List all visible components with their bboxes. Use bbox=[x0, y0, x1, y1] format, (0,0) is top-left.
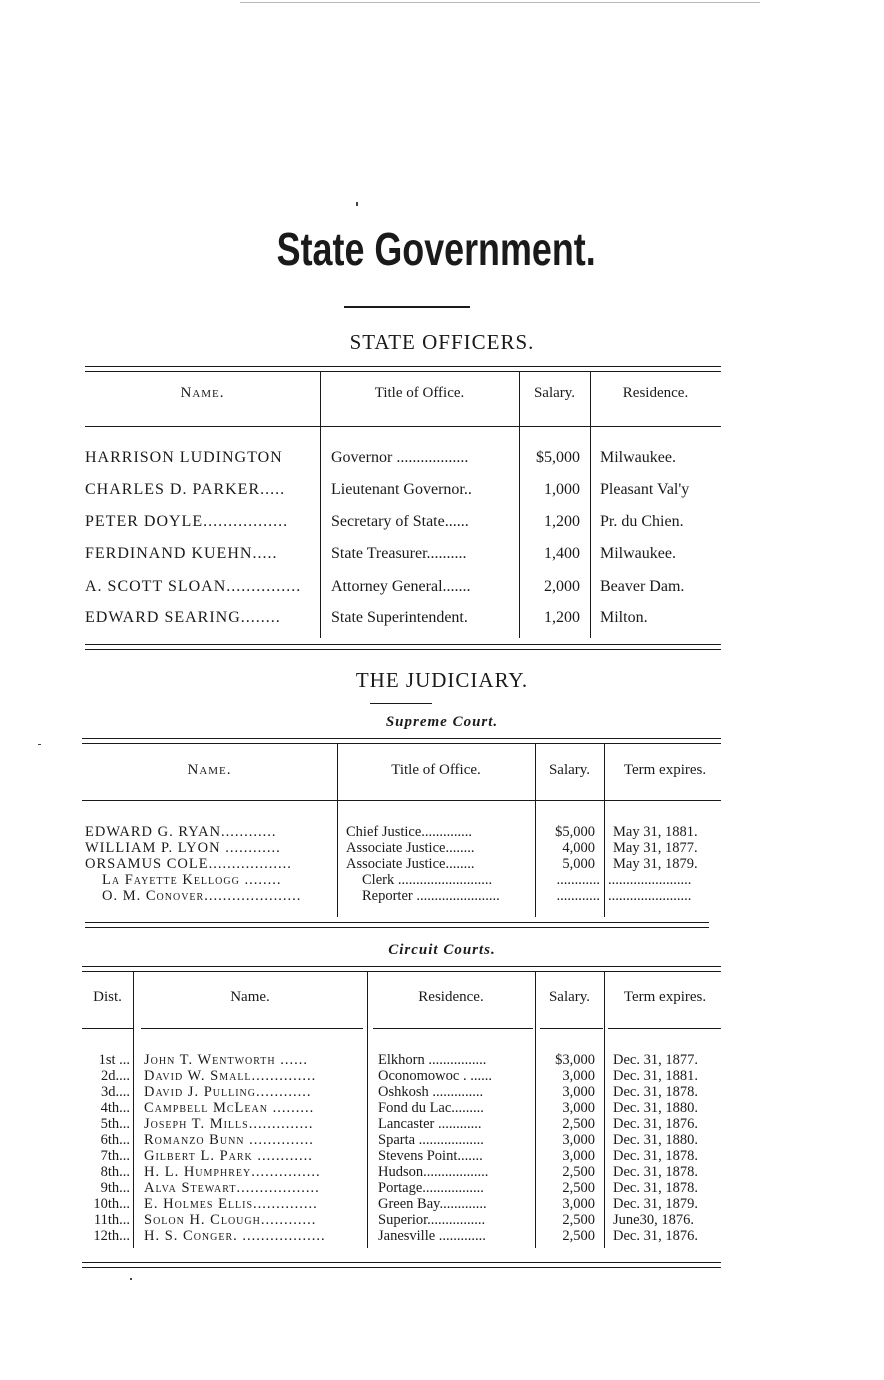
circuit-district: 1st ... bbox=[98, 1052, 130, 1068]
justice-title: Associate Justice........ bbox=[346, 856, 475, 872]
circuit-salary: 3,000 bbox=[562, 1148, 595, 1164]
circuit-judge-name: H. S. Conger. .................. bbox=[144, 1228, 326, 1244]
circuit-judge-name: Alva Stewart.................. bbox=[144, 1180, 320, 1196]
circuit-district: 11th... bbox=[93, 1212, 130, 1228]
circuit-salary: 2,500 bbox=[562, 1164, 595, 1180]
circuit-term: Dec. 31, 1876. bbox=[613, 1116, 698, 1132]
circuit-courts-col-divider bbox=[367, 972, 368, 1248]
circuit-term: Dec. 31, 1878. bbox=[613, 1180, 698, 1196]
circuit-district: 4th... bbox=[100, 1100, 130, 1116]
officer-residence: Milwaukee. bbox=[600, 545, 676, 562]
circuit-term: Dec. 31, 1880. bbox=[613, 1100, 698, 1116]
judiciary-underline bbox=[370, 703, 432, 704]
officer-name: CHARLES D. PARKER..... bbox=[85, 481, 286, 498]
justice-salary: $5,000 bbox=[555, 824, 595, 840]
circuit-term: June30, 1876. bbox=[613, 1212, 694, 1228]
circuit-residence: Elkhorn ................ bbox=[378, 1052, 487, 1068]
circuit-courts-col-divider bbox=[604, 972, 605, 1248]
circuit-salary: 2,500 bbox=[562, 1180, 595, 1196]
circuit-term: Dec. 31, 1877. bbox=[613, 1052, 698, 1068]
circuit-courts-col-name: Name. bbox=[230, 989, 270, 1005]
circuit-term: Dec. 31, 1878. bbox=[613, 1164, 698, 1180]
justice-name: EDWARD G. RYAN............ bbox=[85, 824, 277, 840]
circuit-courts-header-rule bbox=[141, 1028, 363, 1029]
supreme-court-col-salary: Salary. bbox=[548, 762, 591, 778]
circuit-district: 2d.... bbox=[101, 1068, 130, 1084]
officer-title: Governor .................. bbox=[331, 449, 469, 466]
justice-salary: ............ bbox=[556, 888, 600, 904]
circuit-residence: Fond du Lac......... bbox=[378, 1100, 484, 1116]
circuit-term: Dec. 31, 1880. bbox=[613, 1132, 698, 1148]
supreme-court-heading: Supreme Court. bbox=[385, 714, 499, 730]
justice-title: Chief Justice.............. bbox=[346, 824, 473, 840]
justice-salary: 4,000 bbox=[562, 840, 595, 856]
circuit-salary: 3,000 bbox=[562, 1068, 595, 1084]
state-officers-col-divider bbox=[320, 372, 321, 638]
officer-name: HARRISON LUDINGTON bbox=[85, 449, 283, 466]
circuit-courts-header-rule bbox=[82, 1028, 133, 1029]
circuit-term: Dec. 31, 1878. bbox=[613, 1084, 698, 1100]
circuit-district: 6th... bbox=[100, 1132, 130, 1148]
circuit-judge-name: Romanzo Bunn .............. bbox=[144, 1132, 314, 1148]
state-officers-col-residence: Residence. bbox=[622, 385, 689, 401]
circuit-district: 7th... bbox=[100, 1148, 130, 1164]
officer-title: State Superintendent. bbox=[331, 609, 468, 626]
officer-title: Secretary of State...... bbox=[331, 513, 469, 530]
officer-residence: Milton. bbox=[600, 609, 648, 626]
state-officers-bottom-rule bbox=[85, 644, 721, 650]
circuit-term: Dec. 31, 1878. bbox=[613, 1148, 698, 1164]
circuit-courts-top-rule bbox=[82, 966, 721, 972]
circuit-judge-name: Joseph T. Mills.............. bbox=[144, 1116, 314, 1132]
circuit-judge-name: John T. Wentworth ...... bbox=[144, 1052, 308, 1068]
justice-name: WILLIAM P. LYON ............ bbox=[85, 840, 281, 856]
justice-term: May 31, 1881. bbox=[613, 824, 698, 840]
justice-name: ORSAMUS COLE.................. bbox=[85, 856, 292, 872]
circuit-residence: Stevens Point....... bbox=[378, 1148, 483, 1164]
circuit-salary: 2,500 bbox=[562, 1212, 595, 1228]
circuit-salary: 3,000 bbox=[562, 1100, 595, 1116]
circuit-judge-name: Gilbert L. Park ............ bbox=[144, 1148, 313, 1164]
state-officers-col-divider bbox=[519, 372, 520, 638]
state-officers-col-divider bbox=[590, 372, 591, 638]
circuit-courts-col-divider bbox=[535, 972, 536, 1248]
justice-title: Clerk .......................... bbox=[362, 872, 493, 888]
justice-name: La Fayette Kellogg ........ bbox=[102, 872, 282, 888]
print-speck bbox=[356, 202, 358, 206]
officer-title: Lieutenant Governor.. bbox=[331, 481, 472, 498]
circuit-salary: 3,000 bbox=[562, 1132, 595, 1148]
page-title: State Government. bbox=[276, 223, 596, 275]
circuit-residence: Janesville ............. bbox=[378, 1228, 486, 1244]
supreme-court-col-term: Term expires. bbox=[623, 762, 707, 778]
state-officers-heading: STATE OFFICERS. bbox=[349, 330, 535, 354]
circuit-courts-col-residence: Residence. bbox=[418, 989, 484, 1005]
title-underline bbox=[344, 306, 470, 308]
circuit-courts-header-rule bbox=[540, 1028, 603, 1029]
top-edge-rule bbox=[240, 2, 760, 3]
justice-term: ....................... bbox=[608, 888, 692, 904]
circuit-courts-header-rule bbox=[373, 1028, 533, 1029]
circuit-salary: $3,000 bbox=[555, 1052, 595, 1068]
judiciary-heading: THE JUDICIARY. bbox=[355, 668, 529, 692]
supreme-court-header-rule bbox=[82, 800, 721, 801]
supreme-court-top-rule bbox=[82, 738, 721, 744]
circuit-judge-name: E. Holmes Ellis.............. bbox=[144, 1196, 318, 1212]
officer-name: PETER DOYLE................. bbox=[85, 513, 289, 530]
officer-residence: Beaver Dam. bbox=[600, 578, 685, 595]
circuit-judge-name: Solon H. Clough............ bbox=[144, 1212, 317, 1228]
supreme-court-col-name: Name. bbox=[187, 762, 232, 778]
state-officers-col-salary: Salary. bbox=[533, 385, 576, 401]
circuit-courts-col-term: Term expires. bbox=[623, 989, 707, 1005]
circuit-district: 8th... bbox=[100, 1164, 130, 1180]
circuit-district: 5th... bbox=[100, 1116, 130, 1132]
officer-residence: Pr. du Chien. bbox=[600, 513, 684, 530]
circuit-term: Dec. 31, 1876. bbox=[613, 1228, 698, 1244]
circuit-judge-name: H. L. Humphrey............... bbox=[144, 1164, 321, 1180]
circuit-term: Dec. 31, 1879. bbox=[613, 1196, 698, 1212]
circuit-salary: 2,500 bbox=[562, 1228, 595, 1244]
justice-title: Reporter ....................... bbox=[362, 888, 500, 904]
justice-name: O. M. Conover..................... bbox=[102, 888, 302, 904]
circuit-courts-col-dist: Dist. bbox=[93, 989, 122, 1005]
state-officers-top-rule bbox=[85, 366, 721, 372]
state-officers-header-rule bbox=[85, 426, 721, 427]
circuit-district: 12th... bbox=[93, 1228, 130, 1244]
circuit-courts-col-divider bbox=[133, 972, 134, 1248]
circuit-salary: 3,000 bbox=[562, 1084, 595, 1100]
officer-title: Attorney General....... bbox=[331, 578, 471, 595]
supreme-court-bottom-rule bbox=[85, 922, 709, 928]
officer-residence: Milwaukee. bbox=[600, 449, 676, 466]
circuit-courts-col-salary: Salary. bbox=[548, 989, 591, 1005]
circuit-district: 9th... bbox=[100, 1180, 130, 1196]
circuit-salary: 3,000 bbox=[562, 1196, 595, 1212]
justice-salary: ............ bbox=[556, 872, 600, 888]
justice-salary: 5,000 bbox=[562, 856, 595, 872]
circuit-residence: Lancaster ............ bbox=[378, 1116, 482, 1132]
circuit-term: Dec. 31, 1881. bbox=[613, 1068, 698, 1084]
justice-term: May 31, 1877. bbox=[613, 840, 698, 856]
officer-salary: 1,400 bbox=[544, 545, 580, 562]
justice-title: Associate Justice........ bbox=[346, 840, 475, 856]
circuit-salary: 2,500 bbox=[562, 1116, 595, 1132]
officer-name: EDWARD SEARING........ bbox=[85, 609, 281, 626]
circuit-residence: Hudson.................. bbox=[378, 1164, 489, 1180]
state-officers-col-title: Title of Office. bbox=[374, 385, 465, 401]
officer-salary: 2,000 bbox=[544, 578, 580, 595]
officer-salary: 1,000 bbox=[544, 481, 580, 498]
print-speck bbox=[38, 744, 41, 745]
circuit-judge-name: David W. Small.............. bbox=[144, 1068, 317, 1084]
circuit-residence: Oshkosh .............. bbox=[378, 1084, 484, 1100]
circuit-district: 3d.... bbox=[101, 1084, 130, 1100]
print-speck bbox=[130, 1278, 132, 1280]
circuit-residence: Oconomowoc . ...... bbox=[378, 1068, 492, 1084]
justice-term: May 31, 1879. bbox=[613, 856, 698, 872]
officer-title: State Treasurer.......... bbox=[331, 545, 467, 562]
officer-residence: Pleasant Val'y bbox=[600, 481, 690, 498]
circuit-district: 10th... bbox=[93, 1196, 130, 1212]
circuit-courts-bottom-rule bbox=[82, 1262, 721, 1268]
state-officers-col-name: Name. bbox=[180, 385, 225, 401]
circuit-judge-name: Campbell McLean ......... bbox=[144, 1100, 315, 1116]
circuit-judge-name: David J. Pulling............ bbox=[144, 1084, 312, 1100]
officer-name: A. SCOTT SLOAN............... bbox=[85, 578, 302, 595]
circuit-residence: Portage................. bbox=[378, 1180, 484, 1196]
circuit-courts-header-rule bbox=[608, 1028, 721, 1029]
officer-salary: 1,200 bbox=[544, 513, 580, 530]
circuit-residence: Green Bay............. bbox=[378, 1196, 487, 1212]
circuit-courts-heading: Circuit Courts. bbox=[388, 942, 496, 958]
circuit-residence: Superior................ bbox=[378, 1212, 486, 1228]
officer-salary: $5,000 bbox=[536, 449, 580, 466]
justice-term: ....................... bbox=[608, 872, 692, 888]
supreme-court-col-title: Title of Office. bbox=[391, 762, 481, 778]
officer-name: FERDINAND KUEHN..... bbox=[85, 545, 278, 562]
officer-salary: 1,200 bbox=[544, 609, 580, 626]
circuit-residence: Sparta .................. bbox=[378, 1132, 484, 1148]
